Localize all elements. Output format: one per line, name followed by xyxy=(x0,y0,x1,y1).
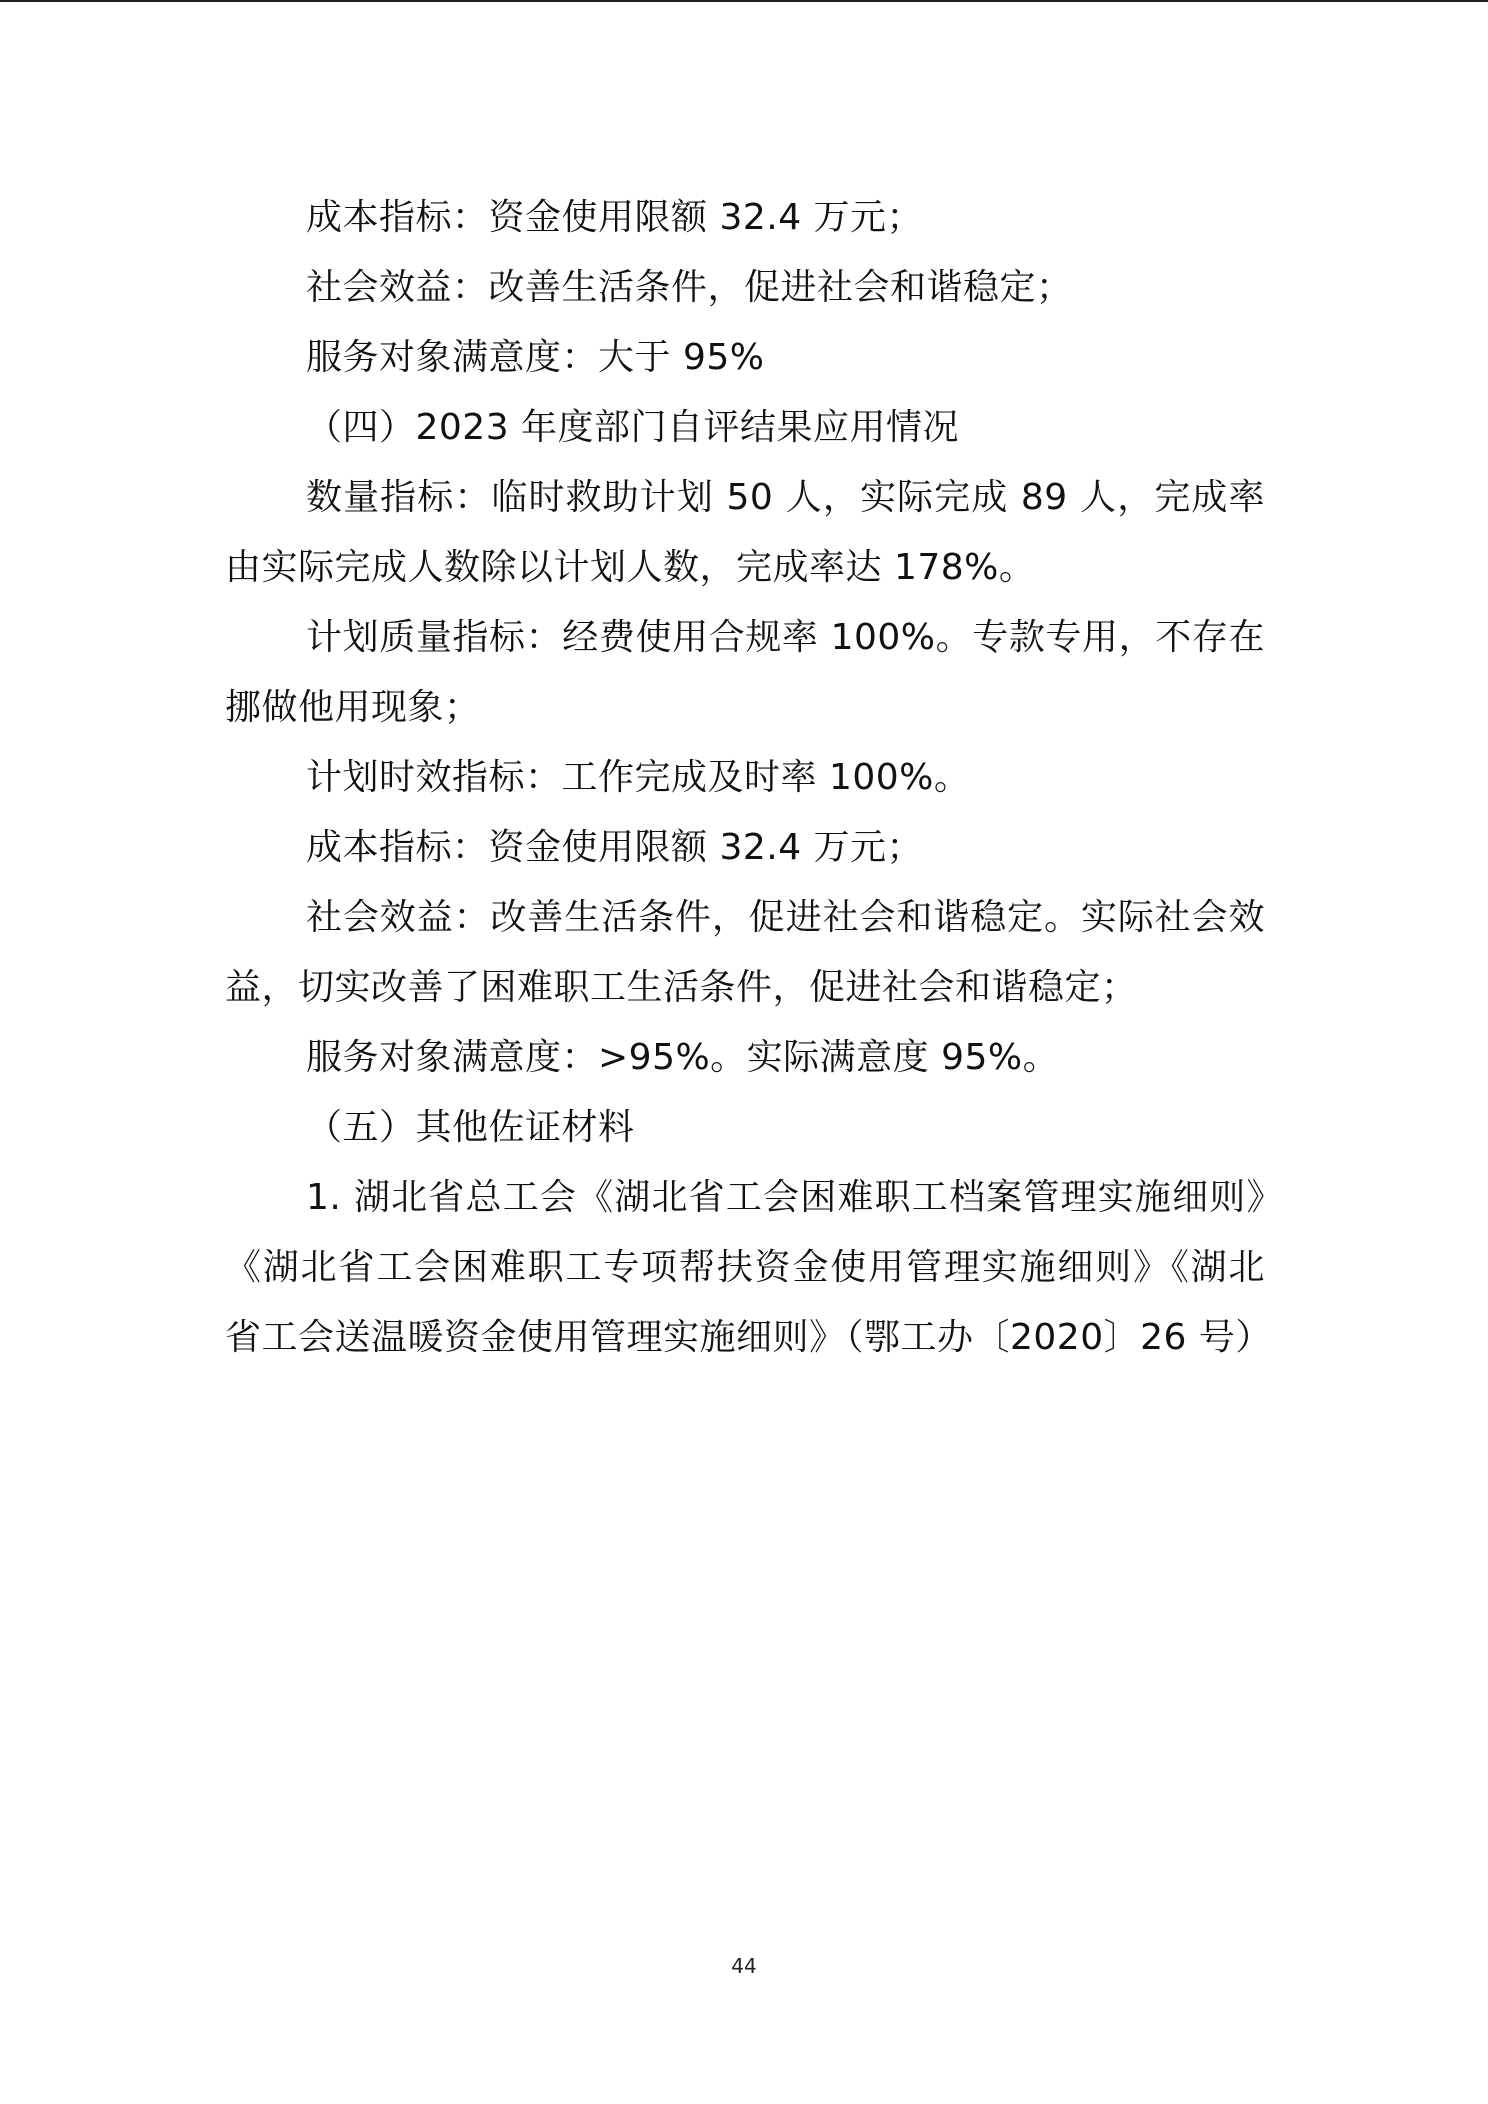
section-heading-5: （五）其他佐证材料 xyxy=(306,1107,635,1148)
social-benefit-paragraph: 社会效益：改善生活条件，促进社会和谐稳定； xyxy=(306,267,1073,308)
quantity-indicator-paragraph: 数量指标：临时救助计划 50 人，实际完成 89 人，完成率由实际完成人数除以计划人数，完成率达 178%。 xyxy=(225,477,1265,588)
document-body xyxy=(225,183,1272,1373)
supporting-material-item-1: 1. 湖北省总工会《湖北省工会困难职工档案管理实施细则》《湖北省工会困难职工专项帮扶资金使用管理实施细则》《湖北省工会送温暖资金使用管理实施细则》（鄂工办〔2020〕26 号） xyxy=(225,1177,1272,1358)
social-benefit-paragraph-2: 社会效益：改善生活条件，促进社会和谐稳定。实际社会效益，切实改善了困难职工生活条件，促进社会和谐稳定； xyxy=(225,897,1265,1008)
timeliness-indicator-paragraph: 计划时效指标：工作完成及时率 100%。 xyxy=(306,757,971,798)
quality-indicator-paragraph: 计划质量指标：经费使用合规率 100%。专款专用，不存在挪做他用现象； xyxy=(225,617,1265,728)
cost-indicator-paragraph: 成本指标：资金使用限额 32.4 万元； xyxy=(306,197,924,238)
section-heading-4: （四）2023 年度部门自评结果应用情况 xyxy=(306,407,960,448)
satisfaction-paragraph-2: 服务对象满意度：>95%。实际满意度 95%。 xyxy=(306,1037,1060,1078)
satisfaction-paragraph: 服务对象满意度：大于 95% xyxy=(306,337,765,378)
page-top-border xyxy=(0,0,1488,2)
page-number: 44 xyxy=(731,1954,757,1978)
cost-indicator-paragraph-2: 成本指标：资金使用限额 32.4 万元； xyxy=(306,827,924,868)
